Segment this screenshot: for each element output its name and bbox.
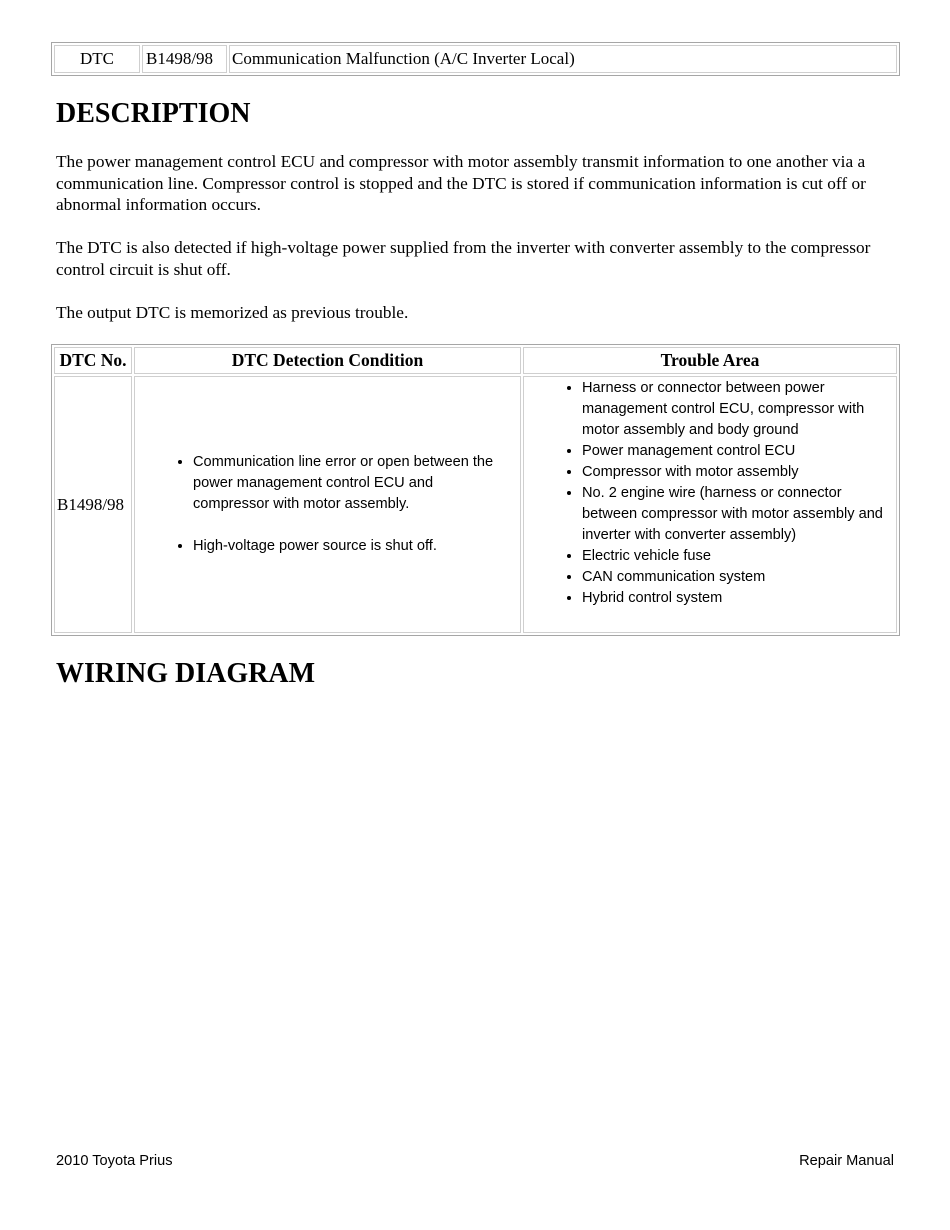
list-item: • Harness or connector between power management control ECU, compressor with motor assembly and body ground (582, 378, 887, 441)
footer-manual: Repair Manual (799, 1153, 894, 1169)
description-heading: DESCRIPTION (56, 98, 251, 129)
condition-list (136, 452, 519, 557)
list-item: • Hybrid control system (582, 588, 887, 609)
list-item: • Communication line error or open between the power management control ECU and compressor with motor assembly. (193, 452, 505, 515)
table-header-row (54, 347, 897, 374)
dtc-header-table (51, 42, 900, 76)
header-detection-condition: DTC Detection Condition (134, 347, 521, 374)
row-detection-condition (134, 376, 521, 633)
wiring-diagram-heading: WIRING DIAGRAM (56, 658, 315, 689)
dtc-label: DTC (54, 45, 140, 73)
row-trouble-area (523, 376, 897, 633)
list-item: • Compressor with motor assembly (582, 462, 887, 483)
header-trouble-area: Trouble Area (523, 347, 897, 374)
header-dtc-no: DTC No. (54, 347, 132, 374)
footer-vehicle: 2010 Toyota Prius (56, 1153, 173, 1169)
dtc-code: B1498/98 (142, 45, 227, 73)
list-item: • Power management control ECU (582, 441, 887, 462)
list-item: • No. 2 engine wire (harness or connector between compressor with motor assembly and inverter with converter assembly) (582, 483, 887, 546)
description-paragraph-3: The output DTC is memorized as previous trouble. (56, 303, 409, 322)
dtc-title: Communication Malfunction (A/C Inverter Local) (229, 45, 897, 73)
trouble-area-list (525, 378, 895, 609)
list-item: • Electric vehicle fuse (582, 546, 887, 567)
description-paragraph-1: The power management control ECU and compressor with motor assembly transmit information to one another via a communication line. Compressor control is stopped and the DTC is stored if communication information is cut off or abnormal information occurs. (56, 152, 866, 214)
list-item: • High-voltage power source is shut off. (193, 536, 505, 557)
dtc-detail-table (51, 344, 900, 636)
row-dtc-code: B1498/98 (54, 376, 132, 633)
list-item: • CAN communication system (582, 567, 887, 588)
description-paragraph-2: The DTC is also detected if high-voltage power supplied from the inverter with converter assembly to the compressor control circuit is shut off. (56, 238, 871, 279)
table-row (54, 376, 897, 633)
